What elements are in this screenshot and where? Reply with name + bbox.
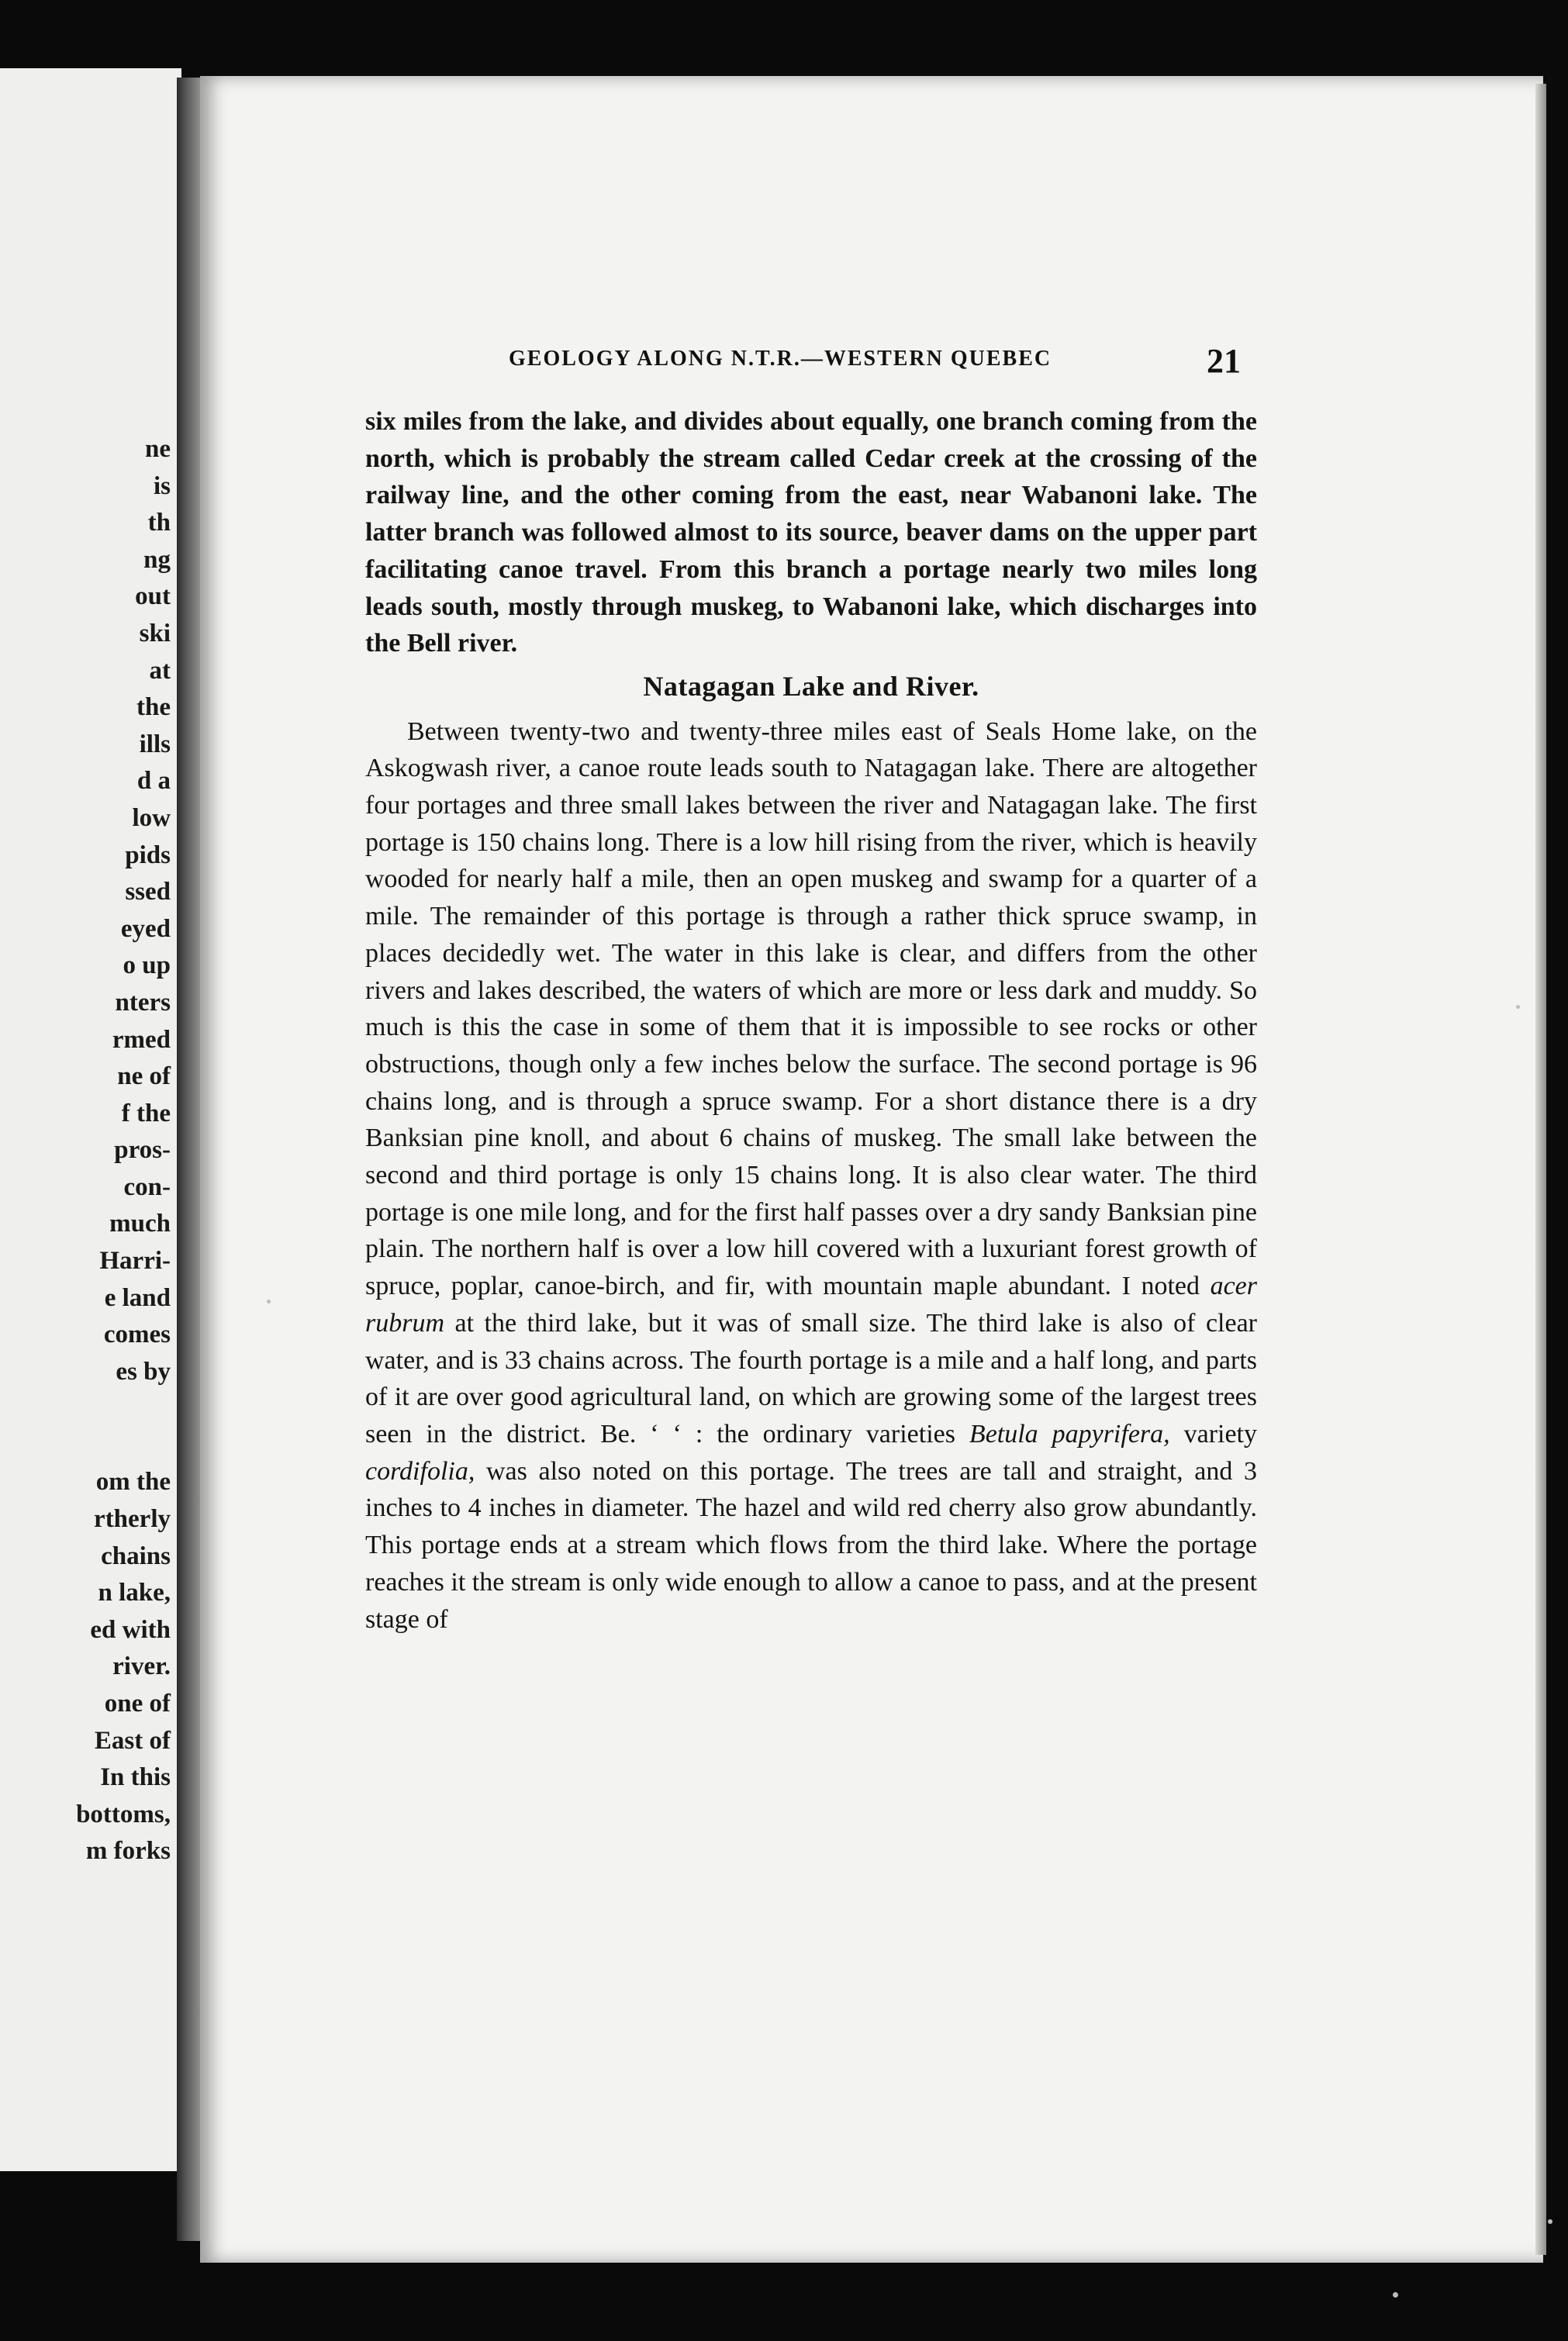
left-page-line: comes <box>103 1321 171 1349</box>
italic-text: cordifolia, <box>365 1456 475 1486</box>
left-page-line: is <box>153 471 171 500</box>
left-page-line: f the <box>121 1099 171 1127</box>
left-page-line: ne <box>145 435 171 463</box>
left-page-line: rtherly <box>94 1505 171 1534</box>
left-page-line: nters <box>115 988 171 1017</box>
left-page-line: om the <box>95 1468 171 1497</box>
paragraph: six miles from the lake, and divides about equally, one branch coming from the north, which is probably the stream called Cedar creek at the crossing of the railway line, and the other coming from the east, near Wabanoni lake. The latter branch was followed almost to its source, beaver dams on the upper part facilitating canoe travel. From this branch a portage nearly two miles long leads south, mostly through muskeg, to Wabanoni lake, which discharges into the Bell river. <box>365 407 1257 658</box>
left-page-line: at <box>149 656 171 685</box>
left-page-line: th <box>147 509 171 537</box>
left-page-line: river. <box>112 1652 171 1681</box>
body-text <box>365 403 1257 1638</box>
left-page-line: n lake, <box>98 1579 171 1607</box>
left-page-line: ne of <box>117 1062 171 1091</box>
left-page-line: o up <box>123 951 171 980</box>
dust-speck <box>1393 2292 1398 2298</box>
running-head: GEOLOGY ALONG N.T.R.—WESTERN QUEBEC <box>509 347 1052 371</box>
left-page-line: low <box>132 803 171 832</box>
section-heading: Natagagan Lake and River. <box>643 670 979 702</box>
left-page-line: East of <box>94 1726 171 1755</box>
left-page-line: bottoms, <box>76 1800 171 1828</box>
page-edge <box>1535 84 1546 2255</box>
left-page-line: Harri- <box>99 1247 171 1276</box>
dust-speck <box>267 1300 271 1303</box>
left-page-line: eyed <box>120 914 171 943</box>
left-page-line: the <box>136 693 171 722</box>
left-page-line: ssed <box>125 878 171 906</box>
page-number: 21 <box>1207 342 1241 380</box>
left-page-line: out <box>135 582 171 611</box>
paragraph <box>365 713 1257 1638</box>
left-page-line: ski <box>139 619 171 647</box>
left-page-line: rmed <box>112 1025 171 1054</box>
left-page-line: one of <box>104 1690 171 1718</box>
left-page-line: con- <box>123 1172 171 1201</box>
left-page-text <box>0 431 171 1870</box>
italic-text: Betula papyrifera, <box>969 1419 1170 1448</box>
text-run: was also noted on this portage. The trees are tall and straight, and 3 inches to 4 inches in diameter. The hazel and wild red cherry also grow abundantly. This portage ends at a stream which flows from the third lake. Where the portage reaches it the stream is only wide enough to allow a canoe to pass, and at the present stage of <box>365 1456 1258 1634</box>
text-run: Between twenty-two and twenty-three miles east of Seals Home lake, on the Askogwash river, a canoe route leads south to Natagagan lake. There are altogether four portages and three small lakes between the river and Natagagan lake. The first portage is 150 chains long. There is a low hill rising from the river, which is heavily wooded for nearly half a mile, then an open muskeg and swamp for a quarter of a mile. The remainder of this portage is through a rather thick spruce swamp, in places decidedly wet. The water in this lake is clear, and differs from the other rivers and lakes described, the waters of which are more or less dark and muddy. So much is this the case in some of them that it is impossible to see rocks or other obstructions, though only a few inches below the surface. The second portage is 96 chains long, and is through a spruce swamp. For a short distance there is a dry Banksian pine knoll, and about 6 chains of muskeg. The small lake between the second and third portage is only 15 chains long. It is also clear water. The third portage is one mile long, and for the first half passes over a dry sandy Banksian pine plain. The northern half is over a low hill covered with a luxuriant forest growth of spruce, poplar, canoe-birch, and fir, with mountain maple abundant. I noted <box>365 716 1257 1301</box>
left-page-line: In this <box>100 1763 171 1792</box>
left-page-line: es by <box>116 1357 171 1386</box>
left-page-line: m forks <box>85 1837 171 1866</box>
left-page-line: ills <box>139 730 171 758</box>
left-page-line <box>0 1390 171 1464</box>
dust-speck <box>1548 2219 1552 2224</box>
text-run: variety <box>1183 1419 1258 1448</box>
dust-speck <box>1516 1005 1520 1009</box>
text-run: at the third lake, but it was of small size. The third lake is also of clear water, and is 33 chains across. The fourth portage is a mile and a half long, and parts of it are over good agricultural land, on which are growing some of the largest trees seen in the district. Be. ‘ ‘ : the ordinary varieties <box>365 1308 1258 1448</box>
left-facing-page <box>0 68 181 2171</box>
left-page-line: pros- <box>114 1136 171 1165</box>
left-page-line: e land <box>104 1283 171 1312</box>
left-page-line: d a <box>136 767 171 796</box>
italic-text: acer rubrum <box>365 1272 1257 1338</box>
left-page-line: ed with <box>90 1615 171 1644</box>
left-page-line: ng <box>143 545 171 574</box>
left-page-line: chains <box>101 1542 171 1570</box>
left-page-line: pids <box>125 841 171 869</box>
left-page-line: much <box>109 1210 171 1238</box>
